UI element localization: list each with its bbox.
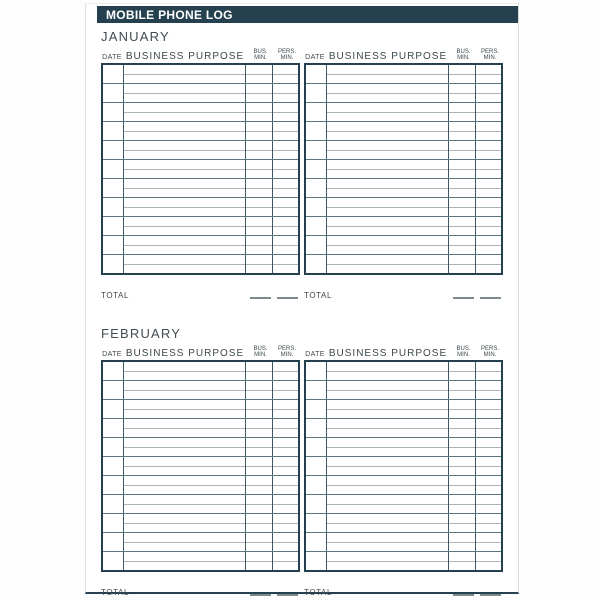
business-purpose-cell [124, 495, 246, 513]
bus-total-underline [453, 297, 474, 299]
column-header-business-purpose: BUSINESS PURPOSE [328, 51, 448, 62]
business-purpose-cell [327, 457, 449, 475]
pers-min-cell [273, 400, 298, 418]
table-row [103, 514, 298, 533]
total-label: TOTAL [304, 291, 333, 300]
table-row [306, 362, 501, 381]
table-row [306, 65, 501, 84]
date-cell [103, 457, 124, 475]
pers-min-cell [476, 552, 501, 570]
table-row [103, 65, 298, 84]
table-row [306, 217, 501, 236]
business-purpose-cell [124, 400, 246, 418]
pers-min-cell [476, 141, 501, 159]
table-row [103, 438, 298, 457]
pers-min-cell [273, 198, 298, 216]
date-cell [306, 495, 327, 513]
date-cell [306, 514, 327, 532]
bus-min-cell [449, 552, 476, 570]
pers-min-cell [273, 533, 298, 551]
table-row [103, 400, 298, 419]
min-label: MIN. [254, 352, 267, 359]
log-table [304, 63, 503, 275]
business-purpose-cell [327, 381, 449, 399]
bus-label: BUS. [253, 345, 268, 352]
table-row [103, 255, 298, 273]
table-row [306, 476, 501, 495]
business-purpose-cell [124, 552, 246, 570]
bus-min-cell [246, 179, 273, 197]
pers-min-cell [476, 122, 501, 140]
business-purpose-cell [327, 198, 449, 216]
section-january [101, 29, 503, 319]
bus-min-cell [449, 236, 476, 254]
column-header-date: DATE [102, 351, 122, 358]
business-purpose-cell [327, 419, 449, 437]
min-label: MIN. [280, 352, 294, 359]
bus-min-cell [246, 198, 273, 216]
pers-min-cell [273, 514, 298, 532]
date-cell [306, 457, 327, 475]
pers-min-cell [273, 65, 298, 83]
bus-min-cell [449, 457, 476, 475]
table-row [103, 179, 298, 198]
date-cell [103, 179, 124, 197]
date-cell [103, 84, 124, 102]
bus-total-underline [250, 594, 271, 596]
pers-min-cell [476, 255, 501, 273]
table-row [306, 381, 501, 400]
bus-total-underline [453, 594, 474, 596]
table-row [306, 122, 501, 141]
pers-min-cell [273, 552, 298, 570]
business-purpose-cell [327, 552, 449, 570]
table-row [306, 533, 501, 552]
total-row [101, 572, 300, 598]
table-row [306, 419, 501, 438]
business-purpose-cell [124, 514, 246, 532]
date-cell [103, 141, 124, 159]
column-header-bus-min [247, 49, 274, 63]
pers-label: PERS. [277, 48, 296, 55]
bus-total-underline [250, 297, 271, 299]
bus-min-cell [246, 552, 273, 570]
date-cell [103, 438, 124, 456]
date-cell [103, 476, 124, 494]
pers-min-cell [476, 438, 501, 456]
total-row [101, 275, 300, 301]
date-cell [306, 179, 327, 197]
table-row [103, 84, 298, 103]
bus-min-cell [246, 438, 273, 456]
bus-min-cell [449, 141, 476, 159]
pers-total-underline [277, 594, 298, 596]
min-label: MIN. [483, 352, 497, 359]
bus-min-cell [246, 84, 273, 102]
pers-min-cell [476, 198, 501, 216]
column-headers [101, 47, 300, 63]
table-row [103, 236, 298, 255]
log-table [304, 360, 503, 572]
pers-min-cell [476, 84, 501, 102]
pers-min-cell [273, 84, 298, 102]
bus-min-cell [449, 84, 476, 102]
bus-min-cell [246, 122, 273, 140]
date-cell [306, 122, 327, 140]
date-cell [306, 198, 327, 216]
min-label: MIN. [254, 55, 267, 62]
date-cell [103, 217, 124, 235]
min-label: MIN. [457, 55, 470, 62]
min-label: MIN. [280, 55, 294, 62]
business-purpose-cell [124, 84, 246, 102]
column-headers [304, 344, 503, 360]
column-header-pers-min [477, 49, 503, 63]
table-row [103, 362, 298, 381]
bus-total-slot [247, 297, 274, 301]
bus-min-cell [246, 400, 273, 418]
pers-min-cell [273, 381, 298, 399]
february-right-table-block [304, 344, 503, 598]
table-row [306, 400, 501, 419]
pers-min-cell [476, 533, 501, 551]
column-header-date: DATE [102, 54, 122, 61]
table-row [306, 438, 501, 457]
business-purpose-cell [124, 533, 246, 551]
pers-total-slot [274, 297, 300, 301]
table-row [103, 198, 298, 217]
bus-min-cell [246, 381, 273, 399]
date-cell [103, 198, 124, 216]
bus-min-cell [246, 217, 273, 235]
table-row [306, 141, 501, 160]
date-cell [103, 419, 124, 437]
business-purpose-cell [124, 457, 246, 475]
table-row [103, 457, 298, 476]
bus-min-cell [449, 495, 476, 513]
business-purpose-cell [124, 122, 246, 140]
business-purpose-cell [327, 400, 449, 418]
date-cell [103, 362, 124, 380]
column-header-date: DATE [305, 54, 325, 61]
bus-min-cell [449, 103, 476, 121]
date-cell [306, 552, 327, 570]
table-row [306, 160, 501, 179]
business-purpose-cell [327, 217, 449, 235]
bus-min-cell [246, 419, 273, 437]
business-purpose-cell [124, 476, 246, 494]
date-cell [306, 141, 327, 159]
pers-min-cell [476, 217, 501, 235]
table-row [306, 198, 501, 217]
table-row [103, 122, 298, 141]
min-label: MIN. [457, 352, 470, 359]
pers-min-cell [273, 438, 298, 456]
total-row [304, 275, 503, 301]
pers-label: PERS. [277, 345, 296, 352]
pers-total-slot [274, 594, 300, 598]
bus-min-cell [449, 419, 476, 437]
business-purpose-cell [124, 198, 246, 216]
date-cell [103, 122, 124, 140]
business-purpose-cell [124, 255, 246, 273]
business-purpose-cell [327, 514, 449, 532]
pers-min-cell [273, 122, 298, 140]
total-label: TOTAL [101, 588, 130, 597]
pers-total-slot [477, 297, 503, 301]
pers-min-cell [273, 495, 298, 513]
table-row [306, 103, 501, 122]
column-header-bus-min [450, 49, 477, 63]
business-purpose-cell [124, 217, 246, 235]
pers-min-cell [273, 217, 298, 235]
pers-min-cell [476, 65, 501, 83]
min-label: MIN. [483, 55, 497, 62]
table-row [306, 514, 501, 533]
total-label: TOTAL [304, 588, 333, 597]
total-label: TOTAL [101, 291, 130, 300]
table-row [103, 419, 298, 438]
date-cell [306, 160, 327, 178]
pers-min-cell [476, 103, 501, 121]
date-cell [103, 65, 124, 83]
bus-min-cell [449, 179, 476, 197]
bus-min-cell [246, 476, 273, 494]
business-purpose-cell [327, 476, 449, 494]
bus-label: BUS. [456, 48, 471, 55]
bus-min-cell [449, 160, 476, 178]
business-purpose-cell [124, 438, 246, 456]
pers-min-cell [476, 160, 501, 178]
pers-min-cell [273, 362, 298, 380]
table-row [306, 552, 501, 570]
pers-min-cell [476, 419, 501, 437]
pers-label: PERS. [480, 345, 499, 352]
february-left-table-block [101, 344, 300, 598]
date-cell [306, 236, 327, 254]
pers-min-cell [476, 362, 501, 380]
bus-label: BUS. [456, 345, 471, 352]
pers-min-cell [476, 476, 501, 494]
bus-min-cell [246, 103, 273, 121]
pers-min-cell [273, 476, 298, 494]
bus-min-cell [246, 457, 273, 475]
table-row [103, 103, 298, 122]
bus-min-cell [246, 160, 273, 178]
date-cell [103, 400, 124, 418]
bus-min-cell [449, 533, 476, 551]
pers-min-cell [476, 381, 501, 399]
pers-total-underline [480, 297, 501, 299]
column-header-pers-min [274, 49, 300, 63]
bus-min-cell [449, 362, 476, 380]
business-purpose-cell [327, 438, 449, 456]
business-purpose-cell [124, 160, 246, 178]
column-header-business-purpose: BUSINESS PURPOSE [125, 348, 245, 359]
bus-min-cell [246, 141, 273, 159]
date-cell [103, 552, 124, 570]
date-cell [103, 495, 124, 513]
column-header-bus-min [450, 346, 477, 360]
bus-total-slot [247, 594, 274, 598]
february-tables [101, 344, 503, 598]
column-headers [304, 47, 503, 63]
bus-min-cell [449, 65, 476, 83]
pers-min-cell [273, 103, 298, 121]
bus-total-slot [450, 594, 477, 598]
pers-min-cell [476, 495, 501, 513]
business-purpose-cell [327, 179, 449, 197]
bus-min-cell [246, 255, 273, 273]
log-table [101, 360, 300, 572]
january-tables [101, 47, 503, 301]
business-purpose-cell [124, 103, 246, 121]
date-cell [103, 103, 124, 121]
bus-min-cell [246, 514, 273, 532]
pers-min-cell [273, 255, 298, 273]
date-cell [306, 533, 327, 551]
date-cell [306, 255, 327, 273]
date-cell [103, 533, 124, 551]
date-cell [306, 362, 327, 380]
bus-min-cell [449, 438, 476, 456]
pers-min-cell [476, 179, 501, 197]
column-header-business-purpose: BUSINESS PURPOSE [125, 51, 245, 62]
bus-min-cell [246, 495, 273, 513]
table-row [103, 381, 298, 400]
business-purpose-cell [327, 160, 449, 178]
business-purpose-cell [327, 236, 449, 254]
business-purpose-cell [124, 65, 246, 83]
date-cell [306, 217, 327, 235]
pers-min-cell [273, 160, 298, 178]
january-right-table-block [304, 47, 503, 301]
column-header-bus-min [247, 346, 274, 360]
business-purpose-cell [124, 141, 246, 159]
bus-total-slot [450, 297, 477, 301]
business-purpose-cell [327, 103, 449, 121]
total-row [304, 572, 503, 598]
pers-min-cell [273, 141, 298, 159]
business-purpose-cell [327, 84, 449, 102]
column-headers [101, 344, 300, 360]
date-cell [103, 160, 124, 178]
pers-min-cell [273, 419, 298, 437]
date-cell [306, 476, 327, 494]
bus-min-cell [449, 217, 476, 235]
log-table [101, 63, 300, 275]
date-cell [103, 381, 124, 399]
column-header-business-purpose: BUSINESS PURPOSE [328, 348, 448, 359]
business-purpose-cell [327, 533, 449, 551]
table-row [103, 533, 298, 552]
table-row [306, 84, 501, 103]
month-heading-february: FEBRUARY [101, 326, 182, 341]
business-purpose-cell [327, 495, 449, 513]
business-purpose-cell [327, 65, 449, 83]
business-purpose-cell [124, 362, 246, 380]
business-purpose-cell [124, 381, 246, 399]
table-row [306, 457, 501, 476]
business-purpose-cell [327, 362, 449, 380]
date-cell [103, 255, 124, 273]
table-row [103, 476, 298, 495]
pers-min-cell [273, 236, 298, 254]
bus-min-cell [449, 381, 476, 399]
bus-min-cell [449, 122, 476, 140]
date-cell [306, 103, 327, 121]
january-left-table-block [101, 47, 300, 301]
business-purpose-cell [124, 179, 246, 197]
month-heading-january: JANUARY [101, 29, 170, 44]
bus-min-cell [449, 255, 476, 273]
table-row [306, 495, 501, 514]
table-row [103, 495, 298, 514]
pers-label: PERS. [480, 48, 499, 55]
business-purpose-cell [327, 255, 449, 273]
table-row [306, 179, 501, 198]
pers-total-slot [477, 594, 503, 598]
business-purpose-cell [124, 419, 246, 437]
column-header-date: DATE [305, 351, 325, 358]
table-row [103, 141, 298, 160]
log-sheet [85, 3, 519, 597]
date-cell [306, 438, 327, 456]
section-february [101, 326, 503, 597]
pers-min-cell [476, 400, 501, 418]
bus-min-cell [246, 533, 273, 551]
date-cell [103, 514, 124, 532]
table-row [103, 217, 298, 236]
column-header-pers-min [477, 346, 503, 360]
pers-min-cell [476, 457, 501, 475]
pers-min-cell [476, 514, 501, 532]
business-purpose-cell [124, 236, 246, 254]
date-cell [103, 236, 124, 254]
business-purpose-cell [327, 141, 449, 159]
date-cell [306, 65, 327, 83]
bus-min-cell [246, 65, 273, 83]
form-title-bar [97, 6, 518, 23]
bus-min-cell [449, 400, 476, 418]
date-cell [306, 400, 327, 418]
table-row [103, 160, 298, 179]
pers-min-cell [476, 236, 501, 254]
bus-min-cell [246, 236, 273, 254]
table-row [306, 236, 501, 255]
bus-min-cell [246, 362, 273, 380]
pers-total-underline [277, 297, 298, 299]
date-cell [306, 84, 327, 102]
bus-label: BUS. [253, 48, 268, 55]
pers-total-underline [480, 594, 501, 596]
form-title: MOBILE PHONE LOG [106, 7, 233, 22]
bus-min-cell [449, 514, 476, 532]
date-cell [306, 419, 327, 437]
pers-min-cell [273, 179, 298, 197]
pers-min-cell [273, 457, 298, 475]
bus-min-cell [449, 476, 476, 494]
bus-min-cell [449, 198, 476, 216]
date-cell [306, 381, 327, 399]
table-row [306, 255, 501, 273]
table-row [103, 552, 298, 570]
business-purpose-cell [327, 122, 449, 140]
column-header-pers-min [274, 346, 300, 360]
